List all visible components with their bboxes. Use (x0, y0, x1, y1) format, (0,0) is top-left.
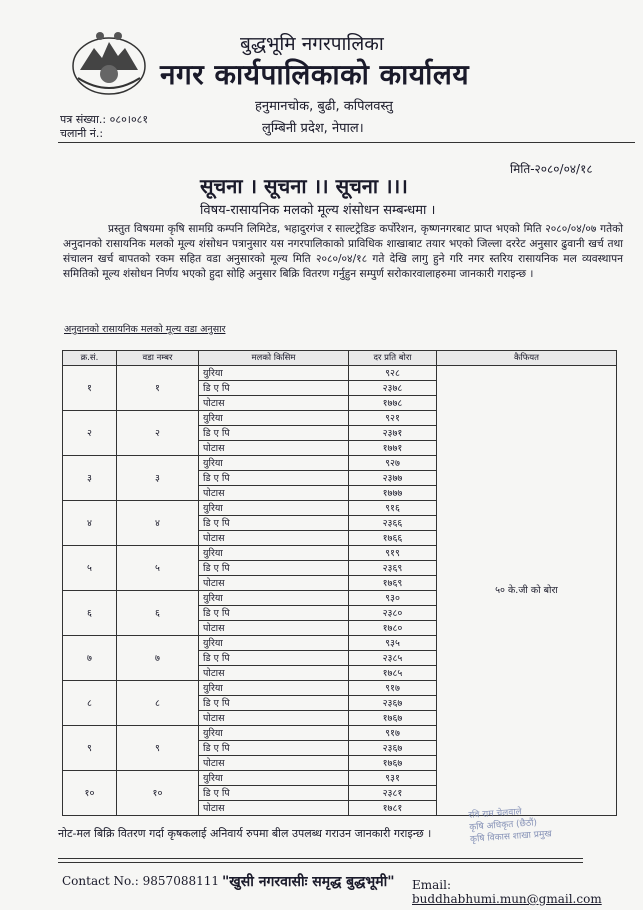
table-header-row (63, 351, 617, 366)
rate-cell: ९३१ (349, 771, 437, 786)
header-ward: वडा नम्बर (117, 351, 199, 366)
office-name: नगर कार्यपालिकाको कार्यालय (160, 58, 470, 91)
ward-cell: ६ (117, 591, 199, 636)
letter-number: पत्र संख्या.: ०८०।०८१ (60, 113, 149, 126)
stamp-line: रवि राम चेलवाले (468, 807, 523, 821)
fertilizer-type-cell: पोटास (199, 576, 349, 591)
fertilizer-type-cell: डि ए पि (199, 516, 349, 531)
serial-cell: ७ (63, 636, 117, 681)
fertilizer-type-cell: डि ए पि (199, 606, 349, 621)
serial-cell: ६ (63, 591, 117, 636)
fertilizer-type-cell: युरिया (199, 636, 349, 651)
notice-body-text: प्रस्तुत विषयमा कृषि सामग्रि कम्पनि लिमिटेड, भहादुरगंज र साल्टट्रेडिङ कर्पोरेशन, कृष्णनगरबाट प्राप्त भएको मिति २०८०/०४/०७ गतेको अनुदानको रासायनिक मलको मूल्य शंसोधन पत्रानुसार यस नगरपालिकाको प्राविधिक शाखाबाट तयार भएको जिल्ला दररेट अनुसार ढुवानी खर्च तथा संचालन खर्च बापतको रकम सहित वडा अनुसारको मूल्य मिति २०८०/०४/१८ गते देखि लागु हुने गरि नगर स्तरिय रासायनिक मल व्यवस्थापन समितिको मूल्य शंसोधन निर्णय भएको हुदा सोहि अनुसार बिक्रि वितरण गर्नुहुन सम्पुर्ण सरोकारवालाहरुमा जानकारी गराइन्छ । (63, 223, 623, 280)
table-row (63, 366, 617, 381)
fertilizer-type-cell: पोटास (199, 486, 349, 501)
rate-cell: १७६६ (349, 531, 437, 546)
ward-cell: ७ (117, 636, 199, 681)
rate-cell: २३६७ (349, 696, 437, 711)
fertilizer-type-cell: डि ए पि (199, 741, 349, 756)
fertilizer-type-cell: युरिया (199, 501, 349, 516)
rate-cell: २३६९ (349, 561, 437, 576)
office-address: हनुमानचोक, बुढी, कपिलवस्तु (255, 99, 393, 114)
letter-number-label: पत्र संख्या (60, 113, 99, 126)
rate-cell: २३८५ (349, 651, 437, 666)
letter-number-value: ०८०।०८१ (109, 113, 149, 126)
rate-cell: १७६९ (349, 576, 437, 591)
serial-cell: ३ (63, 456, 117, 501)
official-stamp (468, 800, 612, 870)
footer-divider-thin (58, 862, 583, 863)
footer-divider (58, 858, 583, 859)
email-label: Email: (412, 878, 452, 892)
ward-cell: २ (117, 411, 199, 456)
rate-cell: २३७८ (349, 381, 437, 396)
ward-cell: १० (117, 771, 199, 816)
table-caption: अनुदानको रासायनिक मलको मूल्य वडा अनुसार (64, 324, 226, 335)
fertilizer-type-cell: डि ए पि (199, 426, 349, 441)
header-rate: दर प्रति बोरा (349, 351, 437, 366)
fertilizer-type-cell: युरिया (199, 411, 349, 426)
fertilizer-type-cell: पोटास (199, 711, 349, 726)
fertilizer-type-cell: युरिया (199, 456, 349, 471)
fertilizer-type-cell: पोटास (199, 396, 349, 411)
fertilizer-type-cell: युरिया (199, 366, 349, 381)
rate-cell: २३६७ (349, 741, 437, 756)
rate-cell: १७८१ (349, 801, 437, 816)
serial-cell: १० (63, 771, 117, 816)
stamp-line: कृषि अधिकृत (छैठौं) (468, 818, 538, 833)
dispatch-number-label: चलानी नं.: (60, 127, 104, 140)
fertilizer-type-cell: युरिया (199, 771, 349, 786)
rate-cell: ९२१ (349, 411, 437, 426)
stamp-line: कृषि विकास शाखा प्रमुख (469, 829, 553, 845)
rate-cell: १७६७ (349, 756, 437, 771)
email-block (412, 878, 643, 906)
serial-cell: १ (63, 366, 117, 411)
header-remarks: कैफियत (437, 351, 617, 366)
rate-cell: २३८० (349, 606, 437, 621)
table-body (63, 366, 617, 816)
fertilizer-type-cell: पोटास (199, 666, 349, 681)
fertilizer-type-cell: पोटास (199, 621, 349, 636)
fertilizer-type-cell: पोटास (199, 756, 349, 771)
header-fertilizer-type: मलको किसिम (199, 351, 349, 366)
serial-cell: ४ (63, 501, 117, 546)
remarks-cell: ५० के.जी को बोरा (437, 366, 617, 816)
notice-date: मिति-२०८०/०४/१८ (510, 162, 593, 176)
fertilizer-type-cell: युरिया (199, 726, 349, 741)
rate-cell: १७७१ (349, 441, 437, 456)
notice-body (63, 222, 623, 282)
ward-cell: ५ (117, 546, 199, 591)
fertilizer-type-cell: डि ए पि (199, 381, 349, 396)
rate-cell: १७६७ (349, 711, 437, 726)
fertilizer-type-cell: डि ए पि (199, 651, 349, 666)
rate-cell: ९१९ (349, 546, 437, 561)
serial-cell: २ (63, 411, 117, 456)
ward-cell: ९ (117, 726, 199, 771)
rate-cell: ९१६ (349, 501, 437, 516)
fertilizer-type-cell: पोटास (199, 531, 349, 546)
rate-cell: २३७७ (349, 471, 437, 486)
notice-subject: विषय-रासायनिक मलको मूल्य शंसोधन सम्बन्धमा । (200, 203, 436, 218)
office-province: लुम्बिनी प्रदेश, नेपाल। (262, 121, 364, 136)
email-link[interactable]: buddhabhumi.mun@gmail.com (412, 892, 602, 906)
serial-cell: ९ (63, 726, 117, 771)
fertilizer-type-cell: युरिया (199, 681, 349, 696)
serial-cell: ८ (63, 681, 117, 726)
fertilizer-type-cell: पोटास (199, 441, 349, 456)
rate-cell: ९१७ (349, 726, 437, 741)
rate-cell: १७८० (349, 621, 437, 636)
fertilizer-type-cell: पोटास (199, 801, 349, 816)
rate-cell: ९२८ (349, 366, 437, 381)
fertilizer-type-cell: डि ए पि (199, 471, 349, 486)
fertilizer-type-cell: युरिया (199, 546, 349, 561)
serial-cell: ५ (63, 546, 117, 591)
rate-cell: १७७८ (349, 396, 437, 411)
ward-cell: ८ (117, 681, 199, 726)
rate-cell: १७८५ (349, 666, 437, 681)
rate-cell: २३८१ (349, 786, 437, 801)
header-divider (58, 142, 635, 143)
ward-cell: १ (117, 366, 199, 411)
government-emblem-icon (70, 28, 148, 96)
header-serial: क्र.सं. (63, 351, 117, 366)
fertilizer-type-cell: डि ए पि (199, 561, 349, 576)
rate-cell: २३७१ (349, 426, 437, 441)
ward-cell: ४ (117, 501, 199, 546)
footer-note: नोट-मल बिक्रि वितरण गर्दा कृषकलाई अनिवार्य रुपमा बील उपलब्ध गराउन जानकारी गराइन्छ । (58, 827, 432, 840)
fertilizer-type-cell: डि ए पि (199, 696, 349, 711)
rate-cell: २३६६ (349, 516, 437, 531)
rate-cell: ९३० (349, 591, 437, 606)
ward-cell: ३ (117, 456, 199, 501)
fertilizer-rate-table (62, 350, 617, 816)
fertilizer-type-cell: डि ए पि (199, 786, 349, 801)
rate-cell: ९२७ (349, 456, 437, 471)
contact-number: Contact No.: 9857088111 (62, 874, 220, 888)
rate-cell: १७७७ (349, 486, 437, 501)
municipality-slogan: "खुसी नगरवासीः समृद्ध बुद्धभूमी" (222, 874, 395, 890)
rate-cell: ९३५ (349, 636, 437, 651)
rate-cell: ९१७ (349, 681, 437, 696)
notice-title: सूचना । सूचना ।। सूचना ।।। (200, 174, 408, 198)
municipality-name: बुद्धभूमि नगरपालिका (240, 33, 384, 55)
fertilizer-type-cell: युरिया (199, 591, 349, 606)
